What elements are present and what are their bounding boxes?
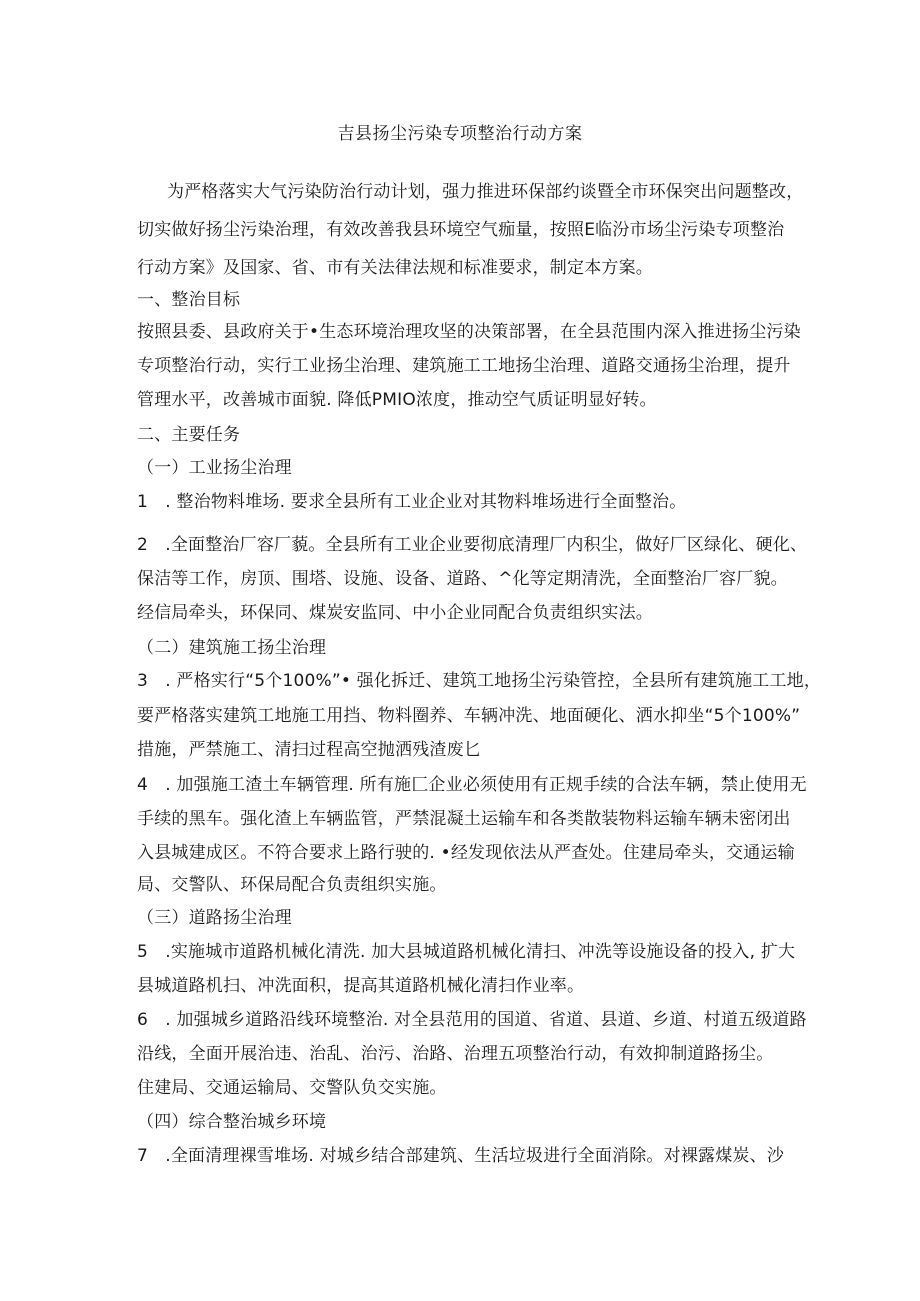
paragraph-line: 为严格落实大气污染防治行动计划，强力推进环保部约谈暨全市环保突出问题整改， (167, 182, 804, 202)
document-title: 吉县扬尘污染专项整治行动方案 (337, 124, 583, 144)
paragraph-line: 住建局、交通运输局、交警队负交实施。 (137, 1078, 447, 1098)
paragraph-line: 局、交警队、环保局配合负责组织实施。 (137, 875, 447, 895)
paragraph-line: 手续的黑车。强化渣上车辆监管，严禁混凝土运输车和各类散装物料运输车辆未密闭出 (137, 809, 791, 829)
paragraph-line: 沿线，全面开展治违、治乱、治污、治路、治理五项整治行动，有效抑制道路扬尘。 (137, 1044, 774, 1064)
paragraph-line: 行动方案》及国家、省、市有关法律法规和标准要求，制定本方案。 (137, 258, 653, 278)
paragraph-line: 入县城建成区。不符合要求上路行驶的. •经发现依法从严查处。住建局牵头，交通运输 (137, 843, 795, 863)
list-item: 3 . 严格实行“5个100%”• 强化拆迁、建筑工地扬尘污染管控，全县所有建筑施工工地， (137, 671, 822, 691)
subsection-heading: （四）综合整治城乡环境 (137, 1112, 327, 1132)
paragraph-line: 按照县委、县政府关于•生态环境治理攻坚的决策部署，在全县范围内深入推进扬尘污染 (137, 322, 801, 342)
list-item: 4 . 加强施工渣土车辆管理. 所有施匚企业必须使用有正规手续的合法车辆，禁止使用无 (137, 775, 807, 795)
section-heading: 一、整治目标 (137, 290, 241, 310)
list-item: 2 .全面整治厂容厂藐。全县所有工业企业要彻底清理厂内积尘，做好厂区绿化、硬化、 (137, 535, 808, 555)
subsection-heading: （一）工业扬尘治理 (137, 458, 292, 478)
paragraph-line: 经信局牵头，环保同、煤炭安监同、中小企业同配合负责组织实法。 (137, 603, 653, 623)
paragraph-line: 切实做好扬尘污染治理，有效改善我县环境空气痂量，按照E临汾市场尘污染专项整治 (137, 220, 785, 240)
paragraph-line: 措施，严禁施工、清扫过程高空抛洒残渣废匕 (137, 740, 481, 760)
paragraph-line: 县城道路机扫、冲洗面积，提高其道路机械化清扫作业率。 (137, 976, 585, 996)
paragraph-line: 管理水平，改善城市面貌. 降低PMIO浓度，推动空气质证明显好转。 (137, 390, 657, 410)
paragraph-line: 专项整治行动，实行工业扬尘治理、建筑施工工地扬尘治理、道路交通扬尘治理，提升 (137, 356, 791, 376)
subsection-heading: （三）道路扬尘治理 (137, 908, 292, 928)
subsection-heading: （二）建筑施工扬尘治理 (137, 638, 327, 658)
list-item: 7 .全面清理裸雪堆场. 对城乡结合部建筑、生活垃圾进行全面消除。对裸露煤炭、沙 (137, 1146, 785, 1166)
list-item: 6 . 加强城乡道路沿线环境整治. 对全县范用的国道、省道、县道、乡道、村道五级道路 (137, 1010, 807, 1030)
list-item: 1 . 整治物料堆场. 要求全县所有工业企业对其物料堆场进行全面整治。 (137, 492, 687, 512)
section-heading: 二、主要任务 (137, 425, 241, 445)
paragraph-line: 要严格落实建筑工地施工用挡、物料圈养、车辆冲洗、地面硬化、洒水抑坐“5个100%” (137, 706, 801, 726)
paragraph-line: 保洁等工作，房顶、围塔、设施、设备、道路、^化等定期清洗，全面整治厂容厂貌。 (137, 569, 788, 589)
list-item: 5 .实施城市道路机械化清洗. 加大县城道路机械化清扫、冲洗等设施设备的投入, 扩大 (137, 942, 796, 962)
